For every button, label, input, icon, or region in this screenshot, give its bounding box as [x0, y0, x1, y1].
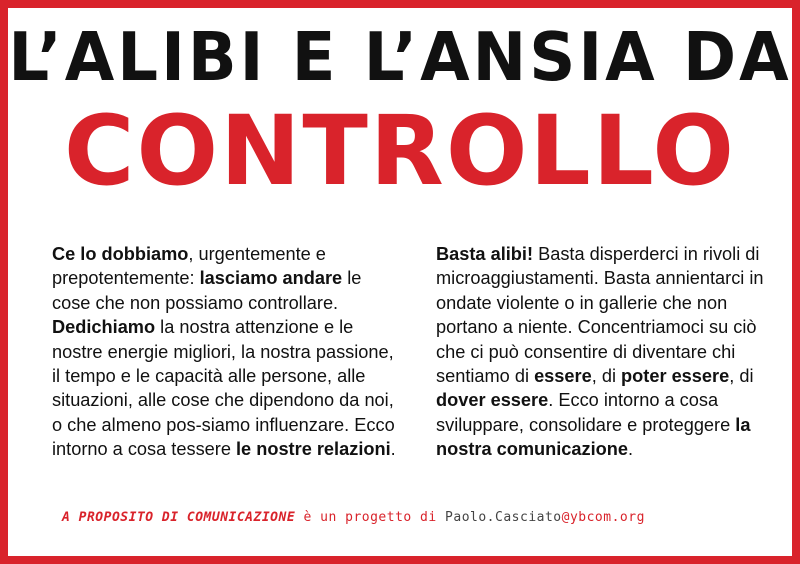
- left-column-text: [52, 242, 402, 462]
- text-run: le nostre relazioni: [236, 439, 391, 460]
- text-run: Basta disperderci in rivoli di microaggiustamenti. Basta annientarci in ondate violente o in gallerie che non portano a niente. Concentriamoci su ciò che ci può consentire di diventare chi sentiamo di: [436, 244, 764, 387]
- text-run: . Ecco intorno a cosa sviluppare, consolidare e proteggere: [436, 390, 736, 435]
- footer-author: Paolo.Casciato: [445, 510, 562, 525]
- text-run: essere: [534, 366, 592, 387]
- text-run: Ce lo dobbiamo: [52, 244, 189, 264]
- text-run: Dedichiamo: [52, 317, 156, 338]
- text-run: le cose che non possiamo controllare.: [52, 268, 362, 313]
- title-line-1: L’ALIBI E L’ANSIA DA: [8, 19, 792, 97]
- text-run: , di: [591, 366, 622, 387]
- text-run: .: [390, 439, 396, 460]
- footer-middle: è un progetto di: [295, 510, 446, 525]
- right-column-text: [436, 242, 786, 462]
- text-run: poter essere: [621, 366, 730, 387]
- title-line-2: CONTROLLO: [64, 95, 736, 207]
- text-run: Basta alibi!: [436, 244, 534, 264]
- footer-project: A PROPOSITO DI COMUNICAZIONE: [62, 510, 296, 525]
- text-run: , urgentemente e prepotentemente:: [52, 244, 326, 289]
- text-run: la nostra comunicazione: [436, 414, 751, 460]
- footer-domain: @ybcom.org: [561, 510, 645, 525]
- text-run: dover essere: [436, 390, 549, 411]
- footer-credit: [62, 510, 782, 525]
- text-run: .: [628, 439, 634, 460]
- text-run: la nostra attenzione e le nostre energie migliori, la nostra passione, il tempo e le capacità alle persone, alle situazioni, alle cose che dipendono da noi, o che almeno pos-siamo influenzare. Ecco intorno a cosa tessere: [52, 317, 395, 460]
- text-run: , di: [729, 366, 754, 387]
- text-run: lasciamo andare: [199, 268, 343, 289]
